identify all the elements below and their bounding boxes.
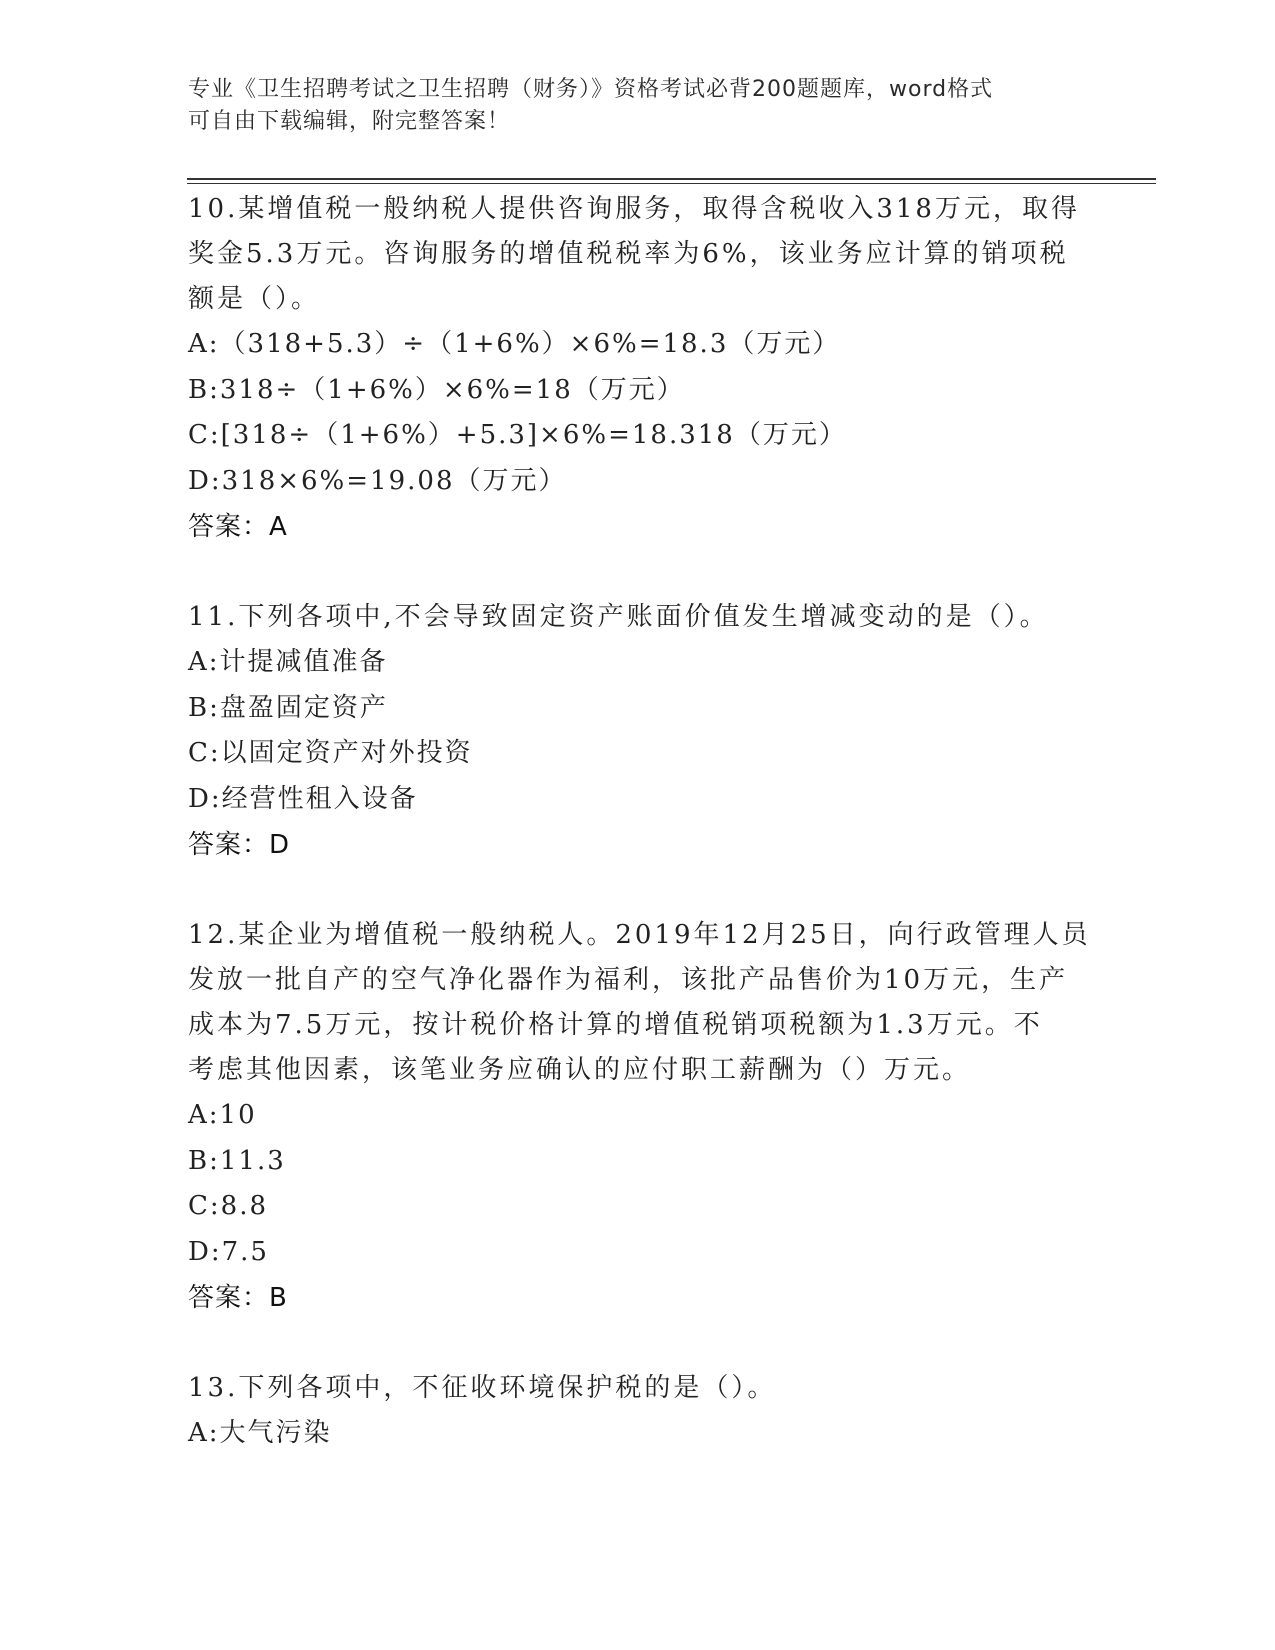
question-12 xyxy=(188,913,1091,1321)
option-d: D:经营性租入设备 xyxy=(188,783,418,814)
question-text xyxy=(188,187,1088,322)
option-c: C:以固定资产对外投资 xyxy=(188,738,473,768)
option-b: B:盘盈固定资产 xyxy=(188,692,388,723)
option-d: D:318×6%=19.08（万元） xyxy=(188,465,567,496)
question-10 xyxy=(188,187,1088,550)
question-line: 11.下列各项中,不会导致固定资产账面价值发生增减变动的是（）。 xyxy=(188,602,1049,632)
answer: 答案：A xyxy=(188,512,288,542)
header-line-1: 专业《卫生招聘考试之卫生招聘（财务）》资格考试必背200题题库，word格式 xyxy=(188,77,994,102)
option-c: C:8.8 xyxy=(188,1191,269,1221)
option-c: C:[318÷（1+6%）+5.3]×6%=18.318（万元） xyxy=(188,420,847,450)
answer: 答案：D xyxy=(188,830,291,860)
question-11 xyxy=(188,595,1088,868)
header-divider-thin xyxy=(187,183,1156,184)
question-text xyxy=(188,913,1091,1093)
question-line: 12.某企业为增值税一般纳税人。2019年12月25日，向行政管理人员 xyxy=(188,920,1091,950)
question-text xyxy=(188,1366,1088,1411)
header-divider-thick xyxy=(187,178,1156,180)
option-a: A:10 xyxy=(188,1100,257,1130)
question-text xyxy=(188,595,1088,640)
answer: 答案：B xyxy=(188,1283,288,1313)
question-line: 10.某增值税一般纳税人提供咨询服务，取得含税收入318万元，取得 xyxy=(188,194,1080,224)
question-line: 考虑其他因素，该笔业务应确认的应付职工薪酬为（）万元。 xyxy=(188,1055,972,1085)
option-b: B:11.3 xyxy=(188,1145,286,1176)
header-line-2: 可自由下载编辑，附完整答案！ xyxy=(188,109,511,134)
option-a: A:大气污染 xyxy=(188,1418,332,1448)
option-a: A:计提减值准备 xyxy=(188,647,388,677)
question-line: 13.下列各项中，不征收环境保护税的是（）。 xyxy=(188,1373,777,1403)
question-line: 成本为7.5万元，按计税价格计算的增值税销项税额为1.3万元。不 xyxy=(188,1010,1043,1040)
option-d: D:7.5 xyxy=(188,1236,269,1267)
option-b: B:318÷（1+6%）×6%=18（万元） xyxy=(188,374,685,405)
option-a: A:（318+5.3）÷（1+6%）×6%=18.3（万元） xyxy=(188,329,841,359)
question-13 xyxy=(188,1366,1088,1457)
question-line: 发放一批自产的空气净化器作为福利，该批产品售价为10万元，生产 xyxy=(188,965,1069,995)
question-line: 额是（）。 xyxy=(188,284,321,314)
question-line: 奖金5.3万元。咨询服务的增值税税率为6%，该业务应计算的销项税 xyxy=(188,239,1069,269)
question-list xyxy=(188,187,1091,1502)
document-header xyxy=(188,74,1068,138)
